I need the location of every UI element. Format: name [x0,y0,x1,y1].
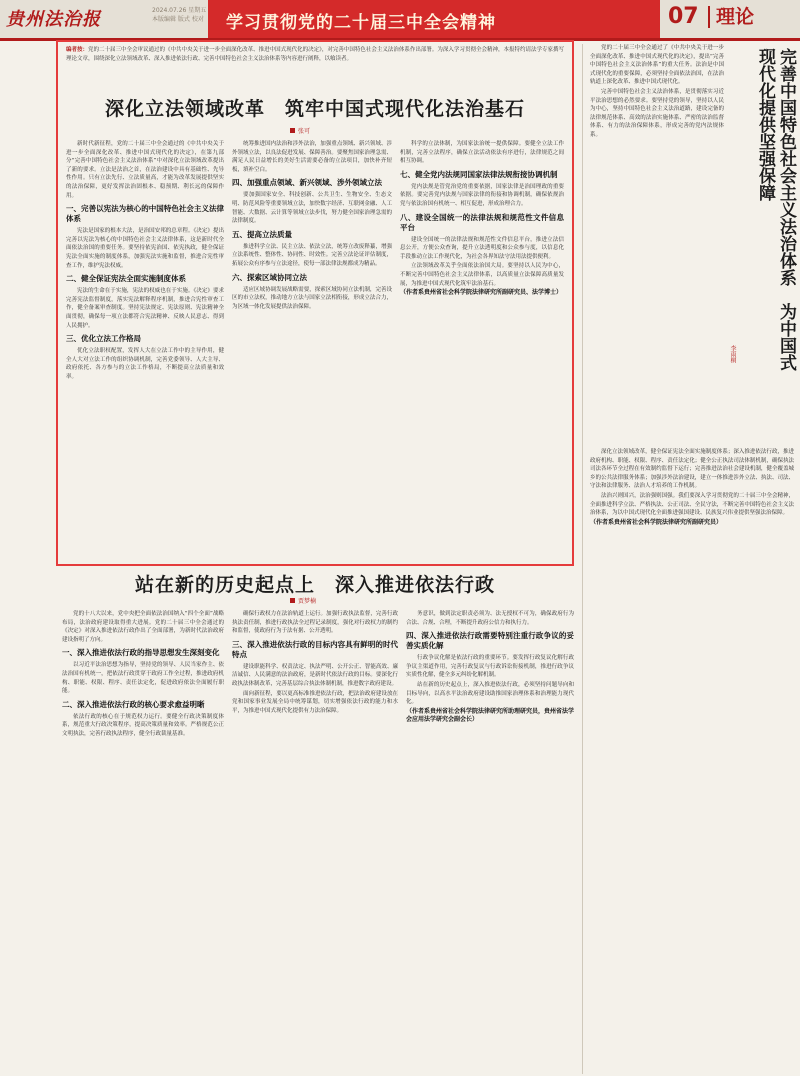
article1-c1-subhead-2: 二、健全保证宪法全面实施制度体系 [66,274,186,284]
article1-c2-subhead-1: 四、加强重点领域、新兴领域、涉外领域立法 [232,178,382,188]
article2-c2-paragraph-1: 确保行政权力在法治轨道上运行。加强行政执法监督，完善行政执法责任制，推进行政执法全过程记录制度，强化对行政权力的制约和监督，使政府行为于法有据、公开透明。 [232,611,398,635]
featured-article-box [56,40,574,566]
article1-c2-paragraph-1: 统筹推进国内法治和涉外法治，加强重点领域、新兴领域、涉外领域立法，以良法促进发展、保障善治。要聚焦国家治理急需、满足人民日益增长的美好生活需要必备的立法项目，加快补齐短板，填补空白。 [232,141,392,173]
article2-author-note: （作者系贵州省社会科学院法律研究所助理研究员，贵州省法学会应用法学研究会副会长） [406,707,574,724]
column-divider [582,44,583,1074]
article2-c1-subhead-2: 二、深入推进依法行政的核心要求愈益明晰 [62,699,205,709]
article1-c1-subhead-3: 三、优化立法工作格局 [66,334,141,344]
article3-column-bottom [590,448,794,1070]
article1-column-1 [66,140,224,560]
byline-marker [290,128,295,133]
topic-band [208,0,660,38]
article1-c1-paragraph-1: 新时代新征程，党的二十届三中全会通过的《中共中央关于进一步全面深化改革、推进中国式现代化的决定》，在第九部分“完善中国特色社会主义法治体系”中对深化立法领域改革提出了新的要求。立法是法治之首，在法治建设中具有基础性、先导性作用。只有立法先行、立法质量高，才能为改革发展提供坚实的法治保障，更好发挥法治固根本、稳预期、利长远的保障作用。 [66,141,224,199]
article2-c3-paragraph-3: 站在新的历史起点上，深入推进依法行政，必须坚持问题导向和目标导向，以高水平法治政府建设助推国家治理体系和治理能力现代化。 [406,681,574,706]
article1-headline: 深化立法领域改革 筑牢中国式现代化法治基石 [104,98,525,120]
article1-c3-subhead-2: 八、建设全国统一的法律法规和规范性文件信息平台 [400,212,564,232]
article2-c3-paragraph-1: 务意识，做到法定职责必须为、法无授权不可为，确保政府行为合法、合规、合理，不断提升政府公信力和执行力。 [406,611,574,626]
article2-c3-paragraph-2: 行政争议化解是依法行政的重要环节。要发挥行政复议化解行政争议主渠道作用，完善行政复议与行政诉讼衔接机制，推进行政争议实质性化解，健全多元纠纷化解机制。 [406,655,574,679]
article1-c1-paragraph-4: 优化立法职权配置，发挥人大在立法工作中的主导作用，健全人大对立法工作的组织协调机制，完善党委领导、人大主导、政府依托、各方参与的立法工作格局，不断提高立法质量和效率。 [66,348,224,380]
editor-note [66,46,564,63]
article1-c1-paragraph-2: 宪法是国家的根本大法，是治国安邦的总章程。《决定》提出完善以宪法为核心的中国特色社会主义法律体系，这是新时代全面依法治国的重要任务。要坚持依宪治国、依宪执政，健全保证宪法全面实施的制度体系，加强宪法实施和监督，推进合宪性审查工作，维护宪法权威。 [66,228,224,269]
article2-c1-paragraph-2: 以习近平法治思想为指导，坚持党的领导、人民当家作主、依法治国有机统一，把依法行政贯穿于政府工作全过程，推进政府机构、职能、权限、程序、责任法定化，促进政府依法全面履行职能。 [62,662,224,695]
editor-note-text: 党的二十届三中全会审议通过的《中共中央关于进一步全面深化改革、推进中国式现代化的决定》，对完善中国特色社会主义法治体系作出部署。为深入学习贯彻全会精神，本报特约请法学专家撰写理论文章，围绕深化立法领域改革、深入推进依法行政、完善中国特色社会主义法治体系等内容进行阐释，以飨读者。 [66,47,564,62]
article1-c3-paragraph-2: 党内法规是管党治党的重要依据，国家法律是治国理政的重要依据。要完善党内法规与国家法律的衔接和协调机制，确保依规治党与依法治国有机统一、相互促进，形成治理合力。 [400,183,564,207]
article2-byline [290,596,316,605]
article2-c1-subhead-1: 一、深入推进依法行政的指导思想发生深刻变化 [62,648,220,658]
article2-column-1 [62,610,224,1070]
newspaper-logo: 贵州法治报 [6,9,101,30]
article1-author: 张可 [298,128,311,135]
article3-paragraph-1: 党的二十届三中全会通过了《中共中央关于进一步全面深化改革、推进中国式现代化的决定》，提出“完善中国特色社会主义法治体系”的重大任务。法治是中国式现代化的重要保障，必须坚持全面依法治国，在法治轨道上深化改革、推进中国式现代化。 [590,45,724,86]
article1-c2-paragraph-3: 推进科学立法、民主立法、依法立法，统筹立改废释纂，增强立法系统性、整体性、协同性、时效性。完善立法论证评估制度，拓展公众有序参与立法途径，使每一部法律法规都成为精品。 [232,243,392,267]
article1-c1-paragraph-3: 宪法的生命在于实施，宪法的权威也在于实施。《决定》要求完善宪法监督制度，落实宪法解释程序机制，推进合宪性审查工作，健全备案审查制度。坚持宪法规定、宪法原则、宪法精神全面贯彻，确保每一项立法都符合宪法精神、反映人民意志、得到人民拥护。 [66,288,224,329]
article2-column-3 [406,610,574,1070]
article3-author-note: （作者系贵州省社会科学院法律研究所副研究员） [590,518,723,526]
article1-c2-subhead-2: 五、提高立法质量 [232,229,292,239]
article1-c3-paragraph-4: 立法领域改革关乎全面依法治国大局。要坚持以人民为中心，不断完善中国特色社会主义法律体系，以高质量立法保障高质量发展，为推进中国式现代化筑牢法治基石。 [400,263,564,287]
article3-paragraph-2: 完善中国特色社会主义法治体系，是贯彻落实习近平法治思想的必然要求。要坚持党的领导，坚持以人民为中心，坚持中国特色社会主义法治道路，建设完备的法律规范体系、高效的法治实施体系、严密的法治监督体系、有力的法治保障体系，形成完善的党内法规体系。 [590,88,724,138]
article1-byline [290,126,310,135]
article1-c2-subhead-3: 六、探索区域协同立法 [232,272,307,282]
article2-c3-subhead-1: 四、深入推进依法行政需要特别注重行政争议的妥善实质化解 [406,631,574,651]
article2-c1-paragraph-3: 依法行政的核心在于规范权力运行。要健全行政决策制度体系，规范重大行政决策程序，提高决策质量和效率。严格规范公正文明执法，完善行政执法程序，健全行政裁量基准。 [62,713,224,737]
byline-marker [290,598,295,603]
article2-c2-paragraph-3: 面向新征程，要以更高标准推进依法行政，把法治政府建设放在党和国家事业发展全局中统筹谋划，切实增强依法行政的能力和水平，为推进中国式现代化提供有力法治保障。 [232,690,398,714]
topic-band-title: 学习贯彻党的二十届三中全会精神 [226,13,496,33]
article1-c3-paragraph-1: 科学的立法体制，为国家法治统一提供保障。要健全立法工作机制，完善立法程序，确保立法活动依法有序进行，法律规范之间相互协调。 [400,141,564,165]
section-name: 理论 [708,6,754,28]
article3-headline: 完善中国特色社会主义法治体系 为中国式现代化提供坚强保障 [755,48,796,371]
editor-note-label: 编者按： [66,47,89,53]
article1-c3-subhead-1: 七、健全党内法规同国家法律法规衔接协调机制 [400,169,558,179]
issue-meta [152,6,206,24]
article3-author: 李雨桐 [729,345,736,363]
article1-author-note: （作者系贵州省社会科学院法律研究所副研究员、法学博士） [400,289,563,297]
article1-c1-subhead-1: 一、完善以宪法为核心的中国特色社会主义法律体系 [66,204,224,224]
article3-byline [728,345,737,363]
article3-paragraph-4: 法治兴则国兴，法治强则国强。我们要深入学习贯彻党的二十届三中全会精神，全面推进科学立法、严格执法、公正司法、全民守法，不断完善中国特色社会主义法治体系，为以中国式现代化全面推进强国建设、民族复兴伟业提供坚强法治保障。 [590,492,794,517]
issue-editors: 本版编辑 版式 校对 [152,16,204,23]
article2-headline: 站在新的历史起点上 深入推进依法行政 [134,574,495,596]
article1-c3-paragraph-3: 建设全国统一的法律法规和规范性文件信息平台，推进立法信息公开，方便公众查询，提升立法透明度和公众参与度，以信息化手段推动立法工作现代化，为社会各界知法守法用法提供便利。 [400,236,564,260]
article1-c2-paragraph-4: 适应区域协调发展战略需要，探索区域协同立法机制，完善设区的市立法权，推动地方立法与国家立法相衔接，形成立法合力，为区域一体化发展提供法治保障。 [232,286,392,310]
article1-column-3 [400,140,564,560]
page-number: 07 [668,4,699,29]
article2-c2-paragraph-2: 建设职能科学、权责法定、执法严明、公开公正、智能高效、廉洁诚信、人民满意的法治政府，是新时代依法行政的目标。要深化行政执法体制改革，完善基层综合执法体制机制，推进数字政府建设。 [232,663,398,687]
article2-c2-subhead-1: 三、深入推进依法行政的目标内容具有鲜明的时代特点 [232,639,398,659]
issue-date: 2024.07.26 星期五 [152,7,207,14]
article2-author: 贾梦楠 [298,598,317,605]
article2-column-2 [232,610,398,1070]
article3-paragraph-3: 深化立法领域改革，健全保证宪法全面实施制度体系；深入推进依法行政，推进政府机构、职能、权限、程序、责任法定化；健全公正执法司法体制机制，确保执法司法各环节全过程在有效制约监督下运行；完善推进法治社会建设机制，健全覆盖城乡的公共法律服务体系；加强涉外法治建设，建立一体推进涉外立法、执法、司法、守法和法律服务、法治人才培养的工作机制。 [590,449,794,490]
article3-column-top [590,44,724,444]
article1-c2-paragraph-2: 要加强国家安全、科技创新、公共卫生、生物安全、生态文明、防范风险等重要领域立法，加快数字经济、互联网金融、人工智能、大数据、云计算等领域立法步伐，努力健全国家治理急需的法律制度。 [232,192,392,225]
article2-c1-paragraph-1: 党的十八大以来，党中央把全面依法治国纳入“四个全面”战略布局，法治政府建设取得重大进展。党的二十届三中全会通过的《决定》对深入推进依法行政作出了全面部署，为新时代法治政府建设指明了方向。 [62,611,224,643]
page-header [0,0,800,41]
article1-column-2 [232,140,392,560]
